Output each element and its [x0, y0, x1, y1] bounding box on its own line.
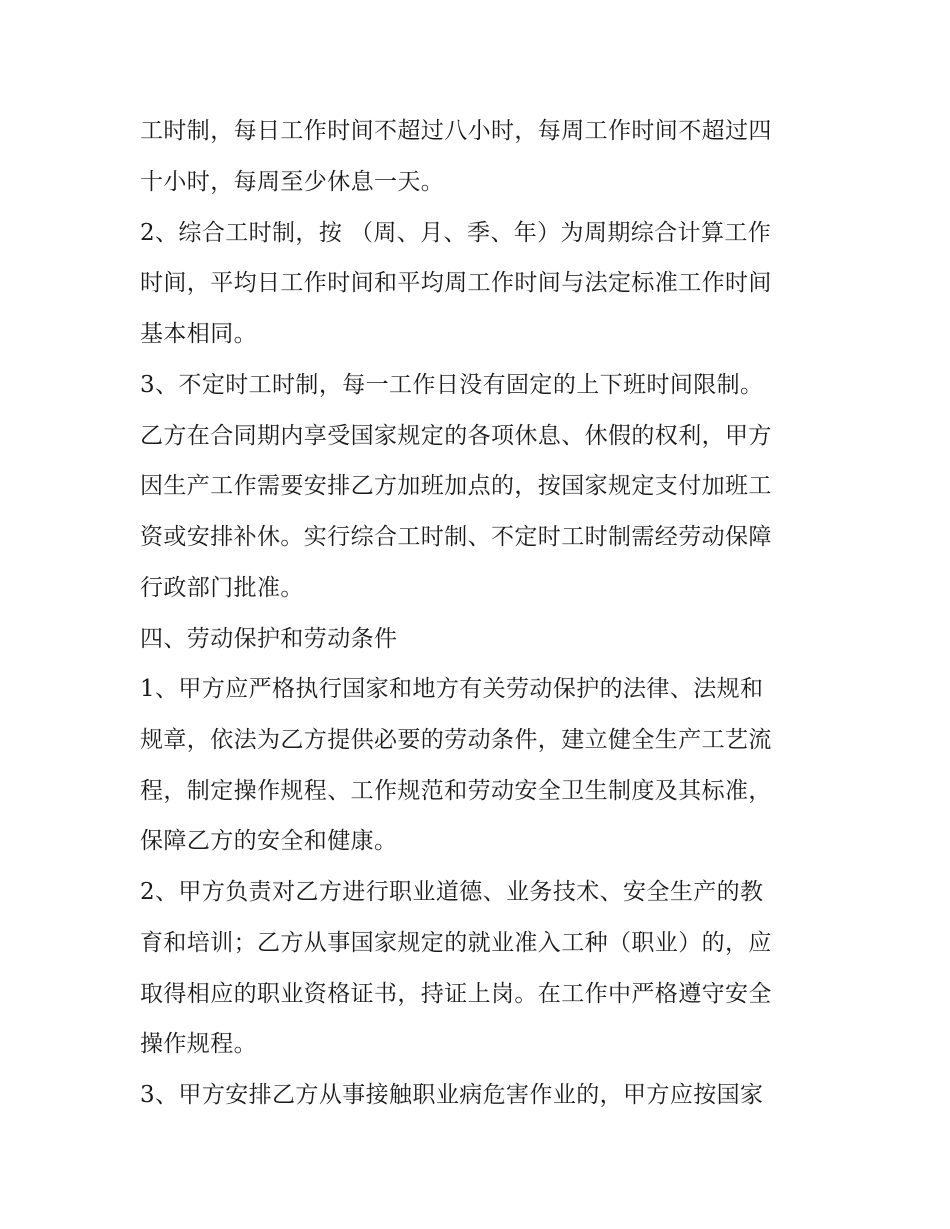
text-line: 乙方在合同期内享受国家规定的各项休息、休假的权利，甲方	[140, 423, 772, 449]
text-line: 资或安排补休。实行综合工时制、不定时工时制需经劳动保障	[140, 524, 772, 550]
text-line: 2、综合工时制，按 （周、月、季、年）为周期综合计算工作	[140, 220, 772, 246]
text-line: 工时制，每日工作时间不超过八小时，每周工作时间不超过四	[140, 118, 772, 144]
text-line: 因生产工作需要安排乙方加班加点的，按国家规定支付加班工	[140, 473, 772, 499]
text-line: 十小时，每周至少休息一天。	[140, 169, 445, 195]
text-line: 时间，平均日工作时间和平均周工作时间与法定标准工作时间	[140, 270, 772, 296]
text-line: 行政部门批准。	[140, 575, 304, 601]
text-line: 3、甲方安排乙方从事接触职业病危害作业的，甲方应按国家	[140, 1082, 764, 1108]
section-heading: 四、劳动保护和劳动条件	[140, 626, 398, 652]
text-line: 育和培训；乙方从事国家规定的就业准入工种（职业）的，应	[140, 930, 772, 956]
text-line: 2、甲方负责对乙方进行职业道德、业务技术、安全生产的教	[140, 879, 764, 905]
text-line: 1、甲方应严格执行国家和地方有关劳动保护的法律、法规和	[140, 676, 764, 702]
text-line: 操作规程。	[140, 1031, 257, 1057]
text-line: 3、不定时工时制，每一工作日没有固定的上下班时间限制。	[140, 372, 764, 398]
text-line: 取得相应的职业资格证书，持证上岗。在工作中严格遵守安全	[140, 981, 772, 1007]
text-line: 基本相同。	[140, 321, 257, 347]
text-line: 规章，依法为乙方提供必要的劳动条件，建立健全生产工艺流	[140, 727, 772, 753]
text-line: 保障乙方的安全和健康。	[140, 828, 398, 854]
text-line: 程，制定操作规程、工作规范和劳动安全卫生制度及其标准，	[140, 778, 772, 804]
